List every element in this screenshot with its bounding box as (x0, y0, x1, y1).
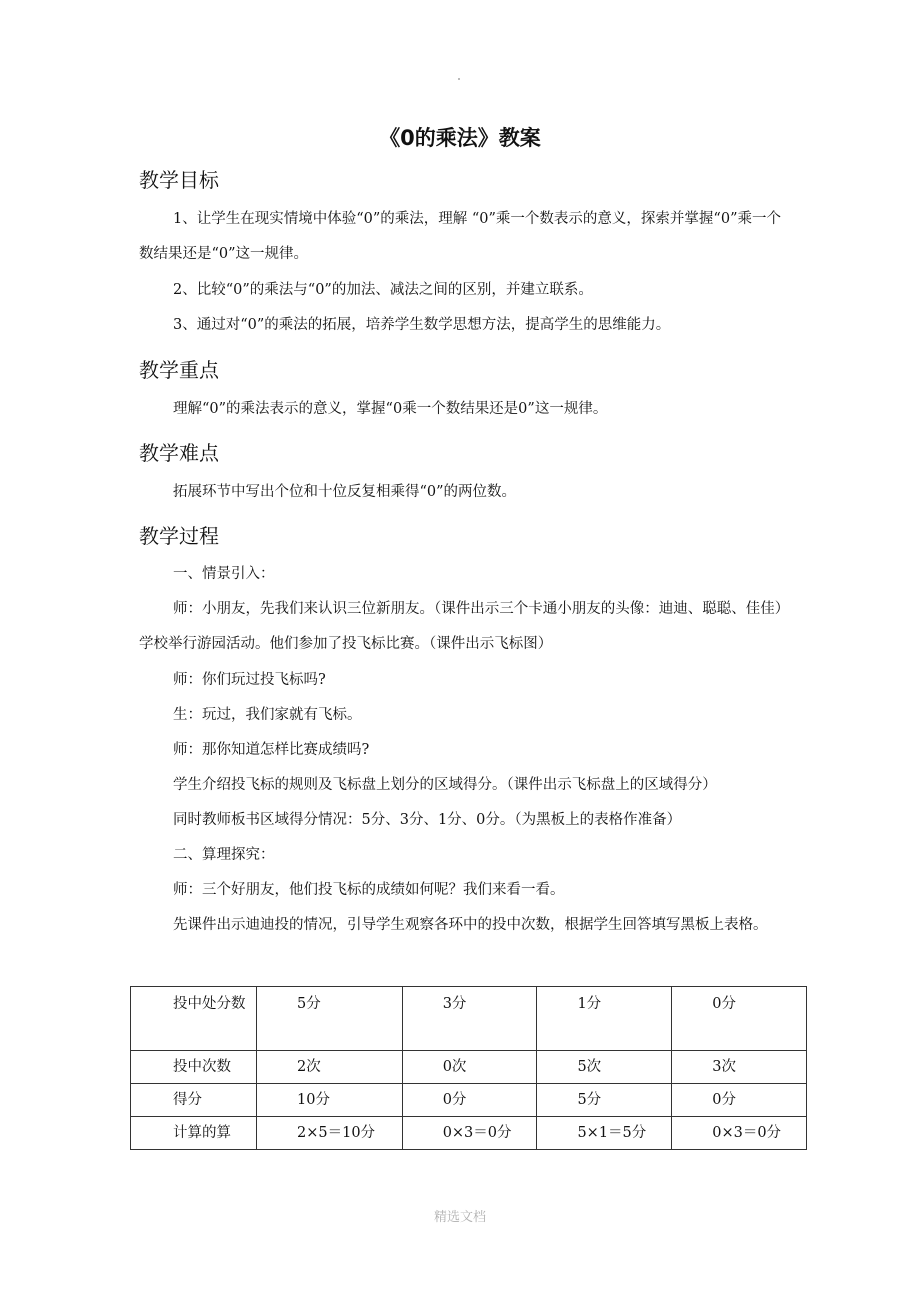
heading-process: 教学过程 (139, 524, 219, 548)
key-text: 理解“0”的乘法表示的意义，掌握“0乘一个数结果还是0”这一规律。 (173, 401, 608, 417)
table-cell: 5分 (257, 987, 403, 1051)
table-row (131, 1117, 807, 1150)
process-paragraph: 二、算理探究： (173, 847, 275, 863)
process-paragraph: 同时教师板书区域得分情况：5分、3分、1分、0分。（为黑板上的表格作准备） (173, 812, 682, 828)
table-cell: 0次 (402, 1051, 537, 1084)
score-table (130, 986, 807, 1150)
table-cell: 0×3＝0分 (402, 1117, 537, 1150)
goal-item-3: 3、通过对“0”的乘法的拓展，培养学生数学思想方法，提高学生的思维能力。 (173, 317, 671, 333)
table-cell: 计算的算 (131, 1117, 257, 1150)
process-paragraph: 师：小朋友，先我们来认识三位新朋友。（课件出示三个卡通小朋友的头像：迪迪、聪聪、佳佳）学校举行游园活动。他们参加了投飞标比赛。（课件出示飞标图） (139, 601, 782, 652)
process-paragraph: 生：玩过，我们家就有飞标。 (173, 707, 362, 723)
process-paragraph: 学生介绍投飞标的规则及飞标盘上划分的区域得分。（课件出示飞标盘上的区域得分） (173, 777, 717, 793)
table-cell: 0分 (672, 987, 807, 1051)
goal-item-2: 2、比较“0”的乘法与“0”的加法、减法之间的区别，并建立联系。 (173, 282, 593, 298)
process-paragraph: 师：三个好朋友，他们投飞标的成绩如何呢？我们来看一看。 (173, 882, 565, 898)
process-paragraph: 师：你们玩过投飞标吗? (173, 672, 326, 688)
table-cell: 1分 (537, 987, 672, 1051)
difficult-text: 拓展环节中写出个位和十位反复相乘得“0”的两位数。 (173, 484, 517, 500)
table-cell: 3分 (402, 987, 537, 1051)
heading-key: 教学重点 (139, 358, 219, 382)
process-paragraph: 先课件出示迪迪投的情况，引导学生观察各环中的投中次数，根据学生回答填写黑板上表格。 (173, 917, 768, 933)
table-cell: 2次 (257, 1051, 403, 1084)
table-row (131, 1051, 807, 1084)
page-footer: 精选文档 (433, 1210, 486, 1225)
table-cell: 2×5＝10分 (257, 1117, 403, 1150)
page-marker (458, 78, 460, 80)
table-cell: 5×1＝5分 (537, 1117, 672, 1150)
table-cell: 得分 (131, 1084, 257, 1117)
table-cell: 0分 (672, 1084, 807, 1117)
table-row (131, 1084, 807, 1117)
process-paragraph: 师：那你知道怎样比赛成绩吗? (173, 742, 370, 758)
heading-goals: 教学目标 (139, 168, 219, 192)
table-cell: 10分 (257, 1084, 403, 1117)
heading-difficult: 教学难点 (139, 441, 219, 465)
goal-item-1: 1、让学生在现实情境中体验“0”的乘法，理解 “0”乘一个数表示的意义，探索并掌握“0”乘一个数结果还是“0”这一规律。 (139, 211, 781, 262)
table-cell: 5次 (537, 1051, 672, 1084)
table-cell: 0×3＝0分 (672, 1117, 807, 1150)
table-cell: 0分 (402, 1084, 537, 1117)
table-row (131, 987, 807, 1051)
table-cell: 5分 (537, 1084, 672, 1117)
table-cell: 3次 (672, 1051, 807, 1084)
document-title: 《0的乘法》教案 (379, 126, 541, 150)
process-paragraph: 一、情景引入： (173, 566, 275, 582)
table-cell: 投中处分数 (131, 987, 257, 1051)
table-cell: 投中次数 (131, 1051, 257, 1084)
